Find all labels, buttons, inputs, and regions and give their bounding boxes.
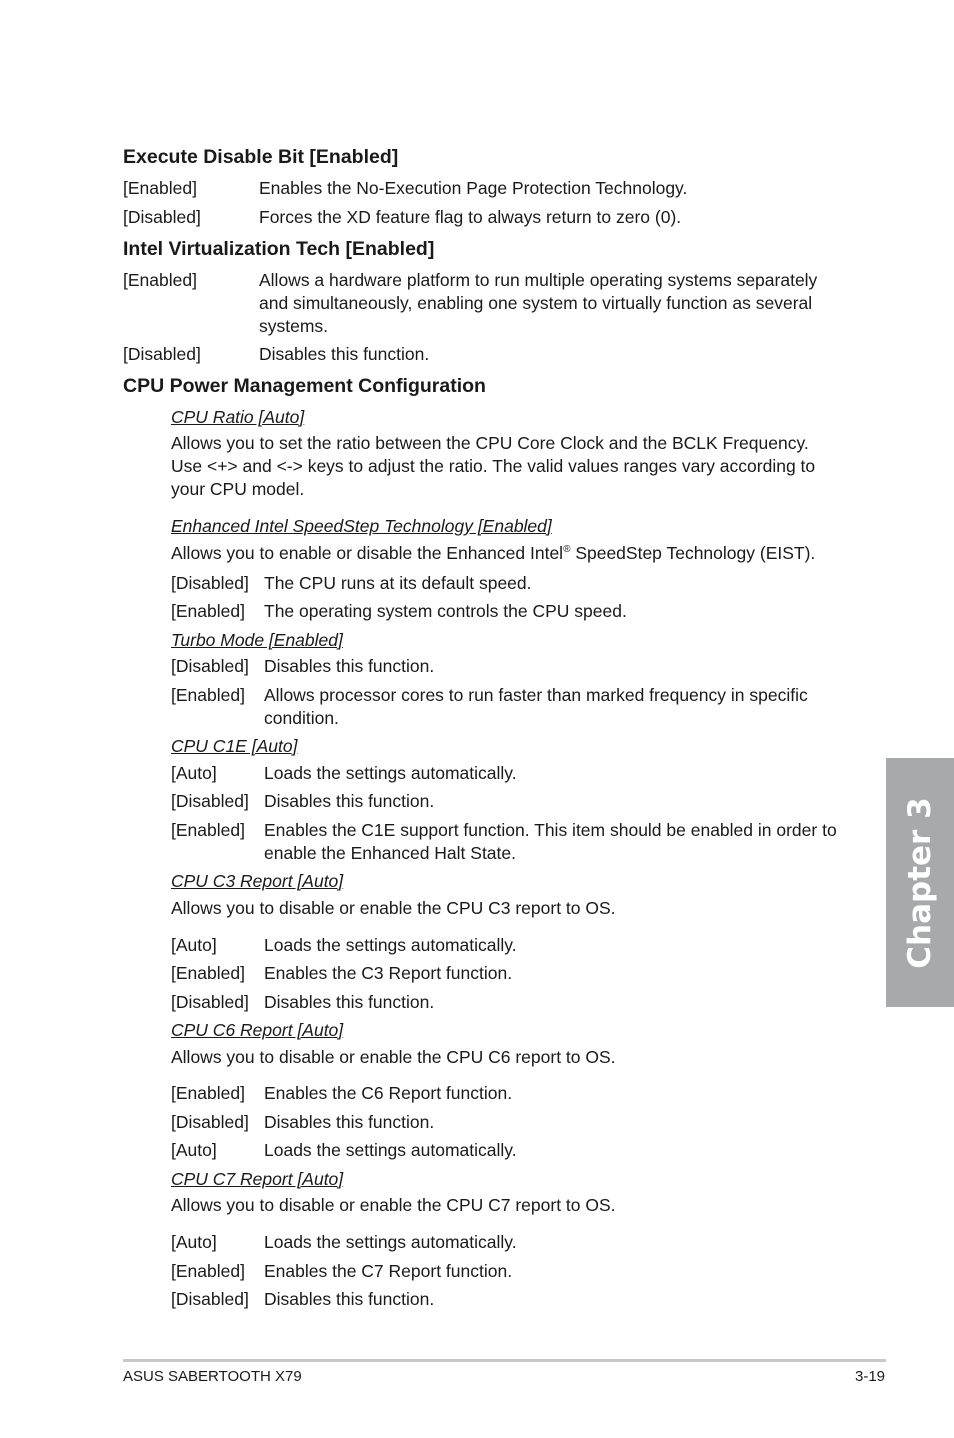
cpu-c7-desc: Allows you to disable or enable the CPU C7 report to OS.: [171, 1195, 616, 1215]
option-key: [Disabled]: [123, 207, 201, 227]
option-desc: Enables the C6 Report function.: [264, 1083, 513, 1103]
option-key: [Auto]: [171, 1232, 217, 1252]
option-key: [Disabled]: [171, 1289, 249, 1309]
option-key: [Disabled]: [171, 1112, 249, 1132]
option-desc: Loads the settings automatically.: [264, 1232, 517, 1252]
option-key: [Disabled]: [171, 573, 249, 593]
option-desc: Loads the settings automatically.: [264, 1140, 517, 1160]
eist-desc: [171, 543, 815, 564]
option-key: [Auto]: [171, 935, 217, 955]
footer-rule: [123, 1359, 886, 1362]
option-desc: Allows processor cores to run faster than marked frequency in specific condition.: [264, 685, 808, 728]
option-key: [Enabled]: [171, 601, 245, 621]
footer-page-number: 3-19: [855, 1368, 886, 1385]
option-key: [Disabled]: [171, 992, 249, 1012]
chapter-tab: [886, 758, 954, 1007]
option-desc: Allows a hardware platform to run multiple operating systems separately and simultaneously, enabling one system to virtually function as several systems.: [259, 270, 818, 336]
option-key: [Enabled]: [171, 1261, 245, 1281]
heading-cpu-power-management: CPU Power Management Configuration: [123, 375, 486, 397]
option-key: [Enabled]: [171, 1083, 245, 1103]
option-key: [Disabled]: [171, 656, 249, 676]
eist-desc-b: SpeedStep Technology (EIST).: [570, 543, 816, 563]
registered-mark: ®: [563, 544, 571, 556]
option-key: [Enabled]: [123, 270, 197, 290]
option-key: [Enabled]: [171, 685, 245, 705]
eist-desc-a: Allows you to enable or disable the Enhanced Intel: [171, 543, 564, 563]
option-desc: Disables this function.: [264, 791, 435, 811]
heading-intel-virtualization-tech: Intel Virtualization Tech [Enabled]: [123, 238, 435, 260]
option-desc: The operating system controls the CPU speed.: [264, 601, 627, 621]
subheading-cpu-c7-report: CPU C7 Report [Auto]: [171, 1169, 344, 1189]
option-key: [Enabled]: [123, 178, 197, 198]
chapter-tab-label: Chapter 3: [902, 796, 938, 969]
option-desc: Disables this function.: [264, 1289, 435, 1309]
subheading-cpu-c3-report: CPU C3 Report [Auto]: [171, 871, 344, 891]
option-desc: Disables this function.: [264, 992, 435, 1012]
cpu-c6-desc: Allows you to disable or enable the CPU C6 report to OS.: [171, 1047, 616, 1067]
cpu-c3-desc: Allows you to disable or enable the CPU C3 report to OS.: [171, 898, 616, 918]
subheading-cpu-ratio: CPU Ratio [Auto]: [171, 407, 305, 427]
option-key: [Disabled]: [171, 791, 249, 811]
option-desc: Disables this function.: [264, 1112, 435, 1132]
option-key: [Enabled]: [171, 820, 245, 840]
subheading-cpu-c1e: CPU C1E [Auto]: [171, 736, 298, 756]
option-desc: The CPU runs at its default speed.: [264, 573, 532, 593]
option-desc: Enables the C1E support function. This item should be enabled in order to enable the Enhanced Halt State.: [264, 820, 837, 863]
option-desc: Enables the C3 Report function.: [264, 963, 513, 983]
option-key: [Enabled]: [171, 963, 245, 983]
option-desc: Enables the C7 Report function.: [264, 1261, 513, 1281]
option-desc: Loads the settings automatically.: [264, 935, 517, 955]
cpu-ratio-desc: Allows you to set the ratio between the CPU Core Clock and the BCLK Frequency. Use <+> and <-> keys to adjust the ratio. The valid values ranges vary according to your CPU model.: [171, 433, 816, 499]
option-desc: Loads the settings automatically.: [264, 763, 517, 783]
subheading-turbo-mode: Turbo Mode [Enabled]: [171, 630, 343, 650]
option-key: [Auto]: [171, 763, 217, 783]
option-desc: Disables this function.: [259, 344, 430, 364]
footer-product-name: ASUS SABERTOOTH X79: [123, 1368, 302, 1385]
subheading-eist: Enhanced Intel SpeedStep Technology [Enabled]: [171, 516, 552, 536]
option-key: [Auto]: [171, 1140, 217, 1160]
option-desc: Disables this function.: [264, 656, 435, 676]
subheading-cpu-c6-report: CPU C6 Report [Auto]: [171, 1020, 344, 1040]
option-key: [Disabled]: [123, 344, 201, 364]
heading-execute-disable-bit: Execute Disable Bit [Enabled]: [123, 146, 399, 168]
option-desc: Enables the No-Execution Page Protection Technology.: [259, 178, 688, 198]
option-desc: Forces the XD feature flag to always return to zero (0).: [259, 207, 682, 227]
